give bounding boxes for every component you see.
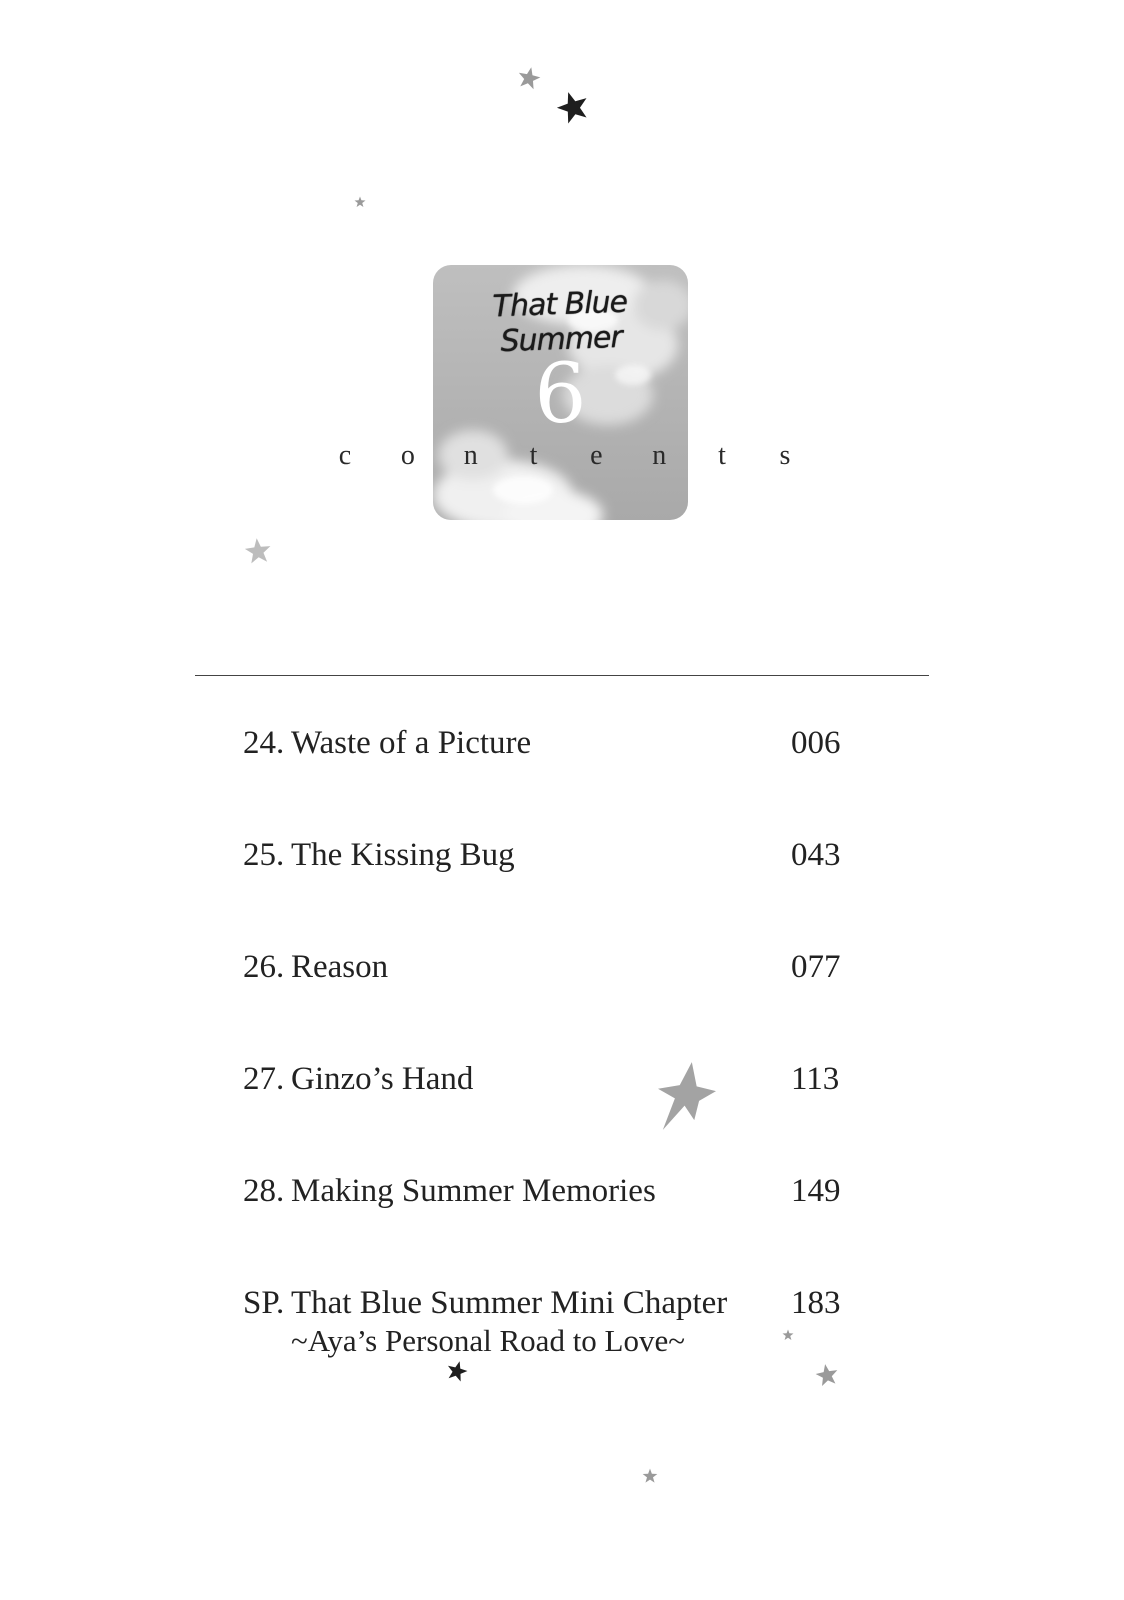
toc-entry: [243, 1061, 843, 1121]
chapter-number: SP.: [243, 1285, 285, 1321]
contents-letter: c: [338, 440, 352, 471]
chapter-title: Making Summer Memories: [291, 1173, 656, 1209]
contents-letter: t: [529, 440, 538, 471]
star-icon: [354, 196, 366, 208]
chapter-title: The Kissing Bug: [291, 837, 515, 873]
star-icon: [642, 1468, 658, 1484]
chapter-page: 043: [791, 837, 841, 873]
contents-letter: s: [779, 440, 791, 471]
toc-entry: [243, 1173, 843, 1233]
chapter-number: 25.: [243, 837, 285, 873]
chapter-title: Ginzo’s Hand: [291, 1061, 474, 1097]
contents-letter: e: [590, 440, 603, 471]
volume-cover-badge: [433, 265, 688, 520]
chapter-title: That Blue Summer Mini Chapter: [291, 1285, 728, 1321]
chapter-number: 28.: [243, 1173, 285, 1209]
chapter-page: 149: [791, 1173, 841, 1209]
contents-letter: o: [400, 440, 415, 471]
star-icon: [517, 66, 541, 90]
toc-entry: [243, 949, 843, 1009]
chapter-page: 113: [791, 1061, 840, 1097]
divider-line: [195, 675, 929, 676]
chapter-title: Reason: [291, 949, 389, 985]
chapter-number: 24.: [243, 725, 285, 761]
chapter-number: 27.: [243, 1061, 285, 1097]
toc-entry: [243, 1285, 843, 1375]
star-icon: [244, 537, 272, 565]
chapter-page: 006: [791, 725, 841, 761]
toc-entry: [243, 725, 843, 785]
chapter-page: 183: [791, 1285, 841, 1321]
contents-letter: n: [652, 440, 667, 471]
star-icon: [556, 90, 590, 124]
series-title-logo: That Blue Summer: [492, 284, 628, 360]
contents-letter: t: [718, 440, 726, 471]
chapter-subtitle: ~Aya’s Personal Road to Love~: [291, 1323, 686, 1358]
contents-letter: n: [463, 440, 478, 471]
chapter-number: 26.: [243, 949, 285, 985]
contents-heading: [335, 440, 795, 472]
chapter-title: Waste of a Picture: [291, 725, 532, 761]
volume-number: 6: [534, 347, 587, 442]
toc-entry: [243, 837, 843, 897]
chapter-page: 077: [791, 949, 841, 985]
